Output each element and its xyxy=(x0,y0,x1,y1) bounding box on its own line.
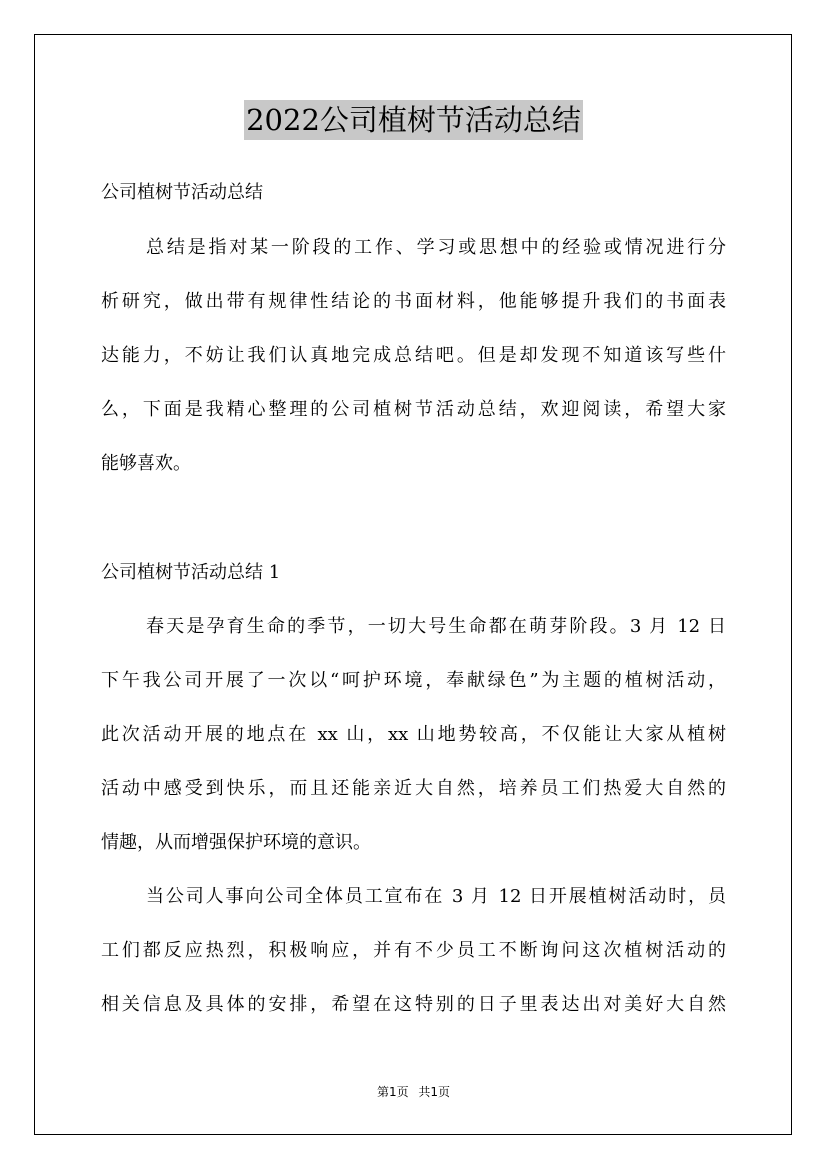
document-title: 2022公司植树节活动总结 xyxy=(244,100,583,140)
para1-line: 活动中感受到快乐，而且还能亲近大自然，培养员工们热爱大自然的 xyxy=(101,778,726,799)
page-total: 共1页 xyxy=(418,1085,451,1099)
para1-line: 此次活动开展的地点在 xx 山，xx 山地势较高，不仅能让大家从植树 xyxy=(101,724,726,745)
title-container xyxy=(0,100,827,140)
intro-line: 总结是指对某一阶段的工作、学习或思想中的经验或情况进行分 xyxy=(146,237,726,258)
para2-line: 相关信息及具体的安排，希望在这特别的日子里表达出对美好大自然 xyxy=(101,994,726,1015)
para1-line: 情趣，从而增强保护环境的意识。 xyxy=(101,832,371,853)
subheading-1: 公司植树节活动总结 1 xyxy=(101,562,281,583)
intro-line: 达能力，不妨让我们认真地完成总结吧。但是却发现不知道该写些什 xyxy=(101,345,726,366)
para2-line: 工们都反应热烈，积极响应，并有不少员工不断询问这次植树活动的 xyxy=(101,940,726,961)
intro-line: 析研究，做出带有规律性结论的书面材料，他能够提升我们的书面表 xyxy=(101,291,726,312)
intro-line: 能够喜欢。 xyxy=(101,453,191,474)
intro-line: 么，下面是我精心整理的公司植树节活动总结，欢迎阅读，希望大家 xyxy=(101,399,726,420)
para1-line: 下午我公司开展了一次以“呵护环境，奉献绿色”为主题的植树活动， xyxy=(101,670,726,691)
page-number: 第1页 xyxy=(376,1085,409,1099)
page-footer xyxy=(0,1083,827,1100)
para2-line: 当公司人事向公司全体员工宣布在 3 月 12 日开展植树活动时，员 xyxy=(146,886,726,907)
para1-line: 春天是孕育生命的季节，一切大号生命都在萌芽阶段。3 月 12 日 xyxy=(146,616,726,637)
section-heading: 公司植树节活动总结 xyxy=(101,182,263,203)
